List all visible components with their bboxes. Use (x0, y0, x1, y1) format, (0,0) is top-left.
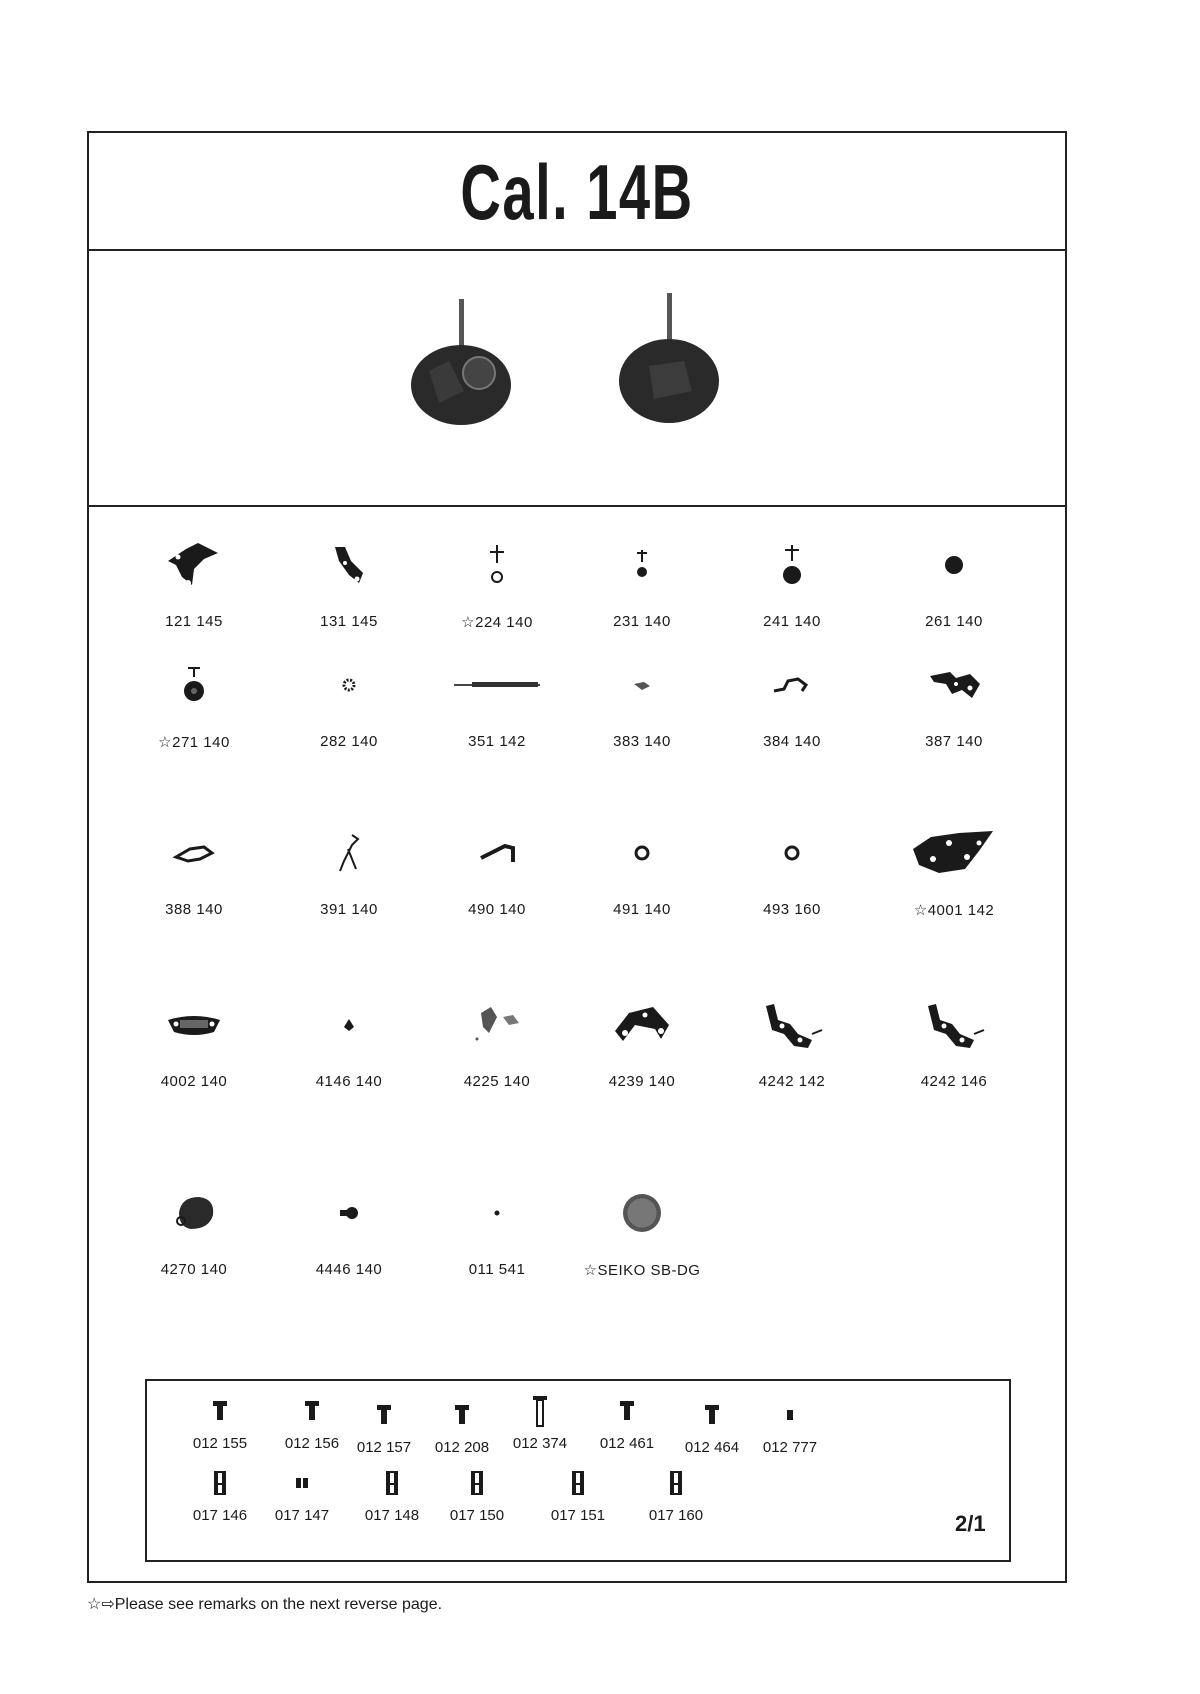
part-code-text: 4239 140 (608, 1073, 676, 1090)
small-parts-icon (422, 985, 572, 1065)
coil-icon (119, 985, 269, 1065)
jewel-icon (274, 985, 424, 1065)
star-marker: ☆ (583, 1262, 598, 1279)
screw-item (347, 1463, 437, 1533)
page-number: 2/1 (955, 1511, 986, 1536)
part-item (274, 1173, 424, 1293)
part-code (879, 1073, 1029, 1090)
part-code (567, 1261, 717, 1279)
tiny-gear-icon (274, 645, 424, 725)
part-code (879, 613, 1029, 630)
small-spring-icon (567, 645, 717, 725)
screw-item (495, 1391, 585, 1461)
stem-icon (422, 645, 572, 725)
part-code-text: 4446 140 (315, 1261, 383, 1278)
part-code-text: 271 140 (172, 734, 230, 751)
screw-code: 017 160 (648, 1507, 704, 1524)
title-row (89, 133, 1065, 251)
parts-sheet (87, 131, 1067, 1583)
part-item (567, 645, 717, 765)
lever-icon (422, 813, 572, 893)
screw-icon (417, 1395, 507, 1435)
part-item (717, 985, 867, 1105)
part-code (879, 733, 1029, 750)
part-item (422, 525, 572, 645)
footnote: ☆⇨Please see remarks on the next reverse page. (87, 1596, 443, 1613)
part-item (567, 525, 717, 645)
screw-icon (667, 1395, 757, 1435)
part-code (274, 901, 424, 918)
part-code-text: 4225 140 (463, 1073, 531, 1090)
screw-code: 012 155 (192, 1435, 248, 1452)
part-code (274, 733, 424, 750)
part-code (422, 613, 572, 631)
part-code-text: 387 140 (925, 733, 983, 750)
circuit-block-icon (879, 813, 1029, 893)
screw-item (417, 1395, 507, 1465)
part-code-text: 490 140 (468, 901, 526, 918)
part-code-text: 4242 146 (920, 1073, 988, 1090)
tube-icon (175, 1463, 265, 1503)
screw-box (145, 1379, 1011, 1562)
screw-icon (339, 1395, 429, 1435)
part-item (567, 985, 717, 1105)
part-code-text: 391 140 (320, 901, 378, 918)
part-item (422, 1173, 572, 1293)
lever-part-icon (274, 525, 424, 605)
screw-item (533, 1463, 623, 1533)
part-code (119, 1073, 269, 1090)
movement-front-image (409, 291, 519, 431)
screw-icon (582, 1391, 672, 1431)
bushing-icon (274, 1173, 424, 1253)
part-code-text: 131 145 (320, 613, 378, 630)
part-code-text: 282 140 (320, 733, 378, 750)
part-code-text: 261 140 (925, 613, 983, 630)
tube-icon (347, 1463, 437, 1503)
small-screw-icon (745, 1395, 835, 1435)
screw-code: 017 146 (192, 1507, 248, 1524)
part-code-text: 493 160 (763, 901, 821, 918)
movement-back-image (614, 291, 724, 431)
bridge-part-icon (879, 645, 1029, 725)
part-code-text: 4002 140 (160, 1073, 228, 1090)
part-item (717, 813, 867, 933)
gear-icon (119, 645, 269, 725)
frame-part-icon (879, 985, 1029, 1065)
part-code-text: 388 140 (165, 901, 223, 918)
part-code (567, 901, 717, 918)
small-wheel-icon (567, 525, 717, 605)
frame-part-icon (717, 985, 867, 1065)
screw-code: 012 777 (762, 1439, 818, 1456)
part-code-text: 241 140 (763, 613, 821, 630)
part-code (274, 1261, 424, 1278)
part-code-text: 4242 142 (758, 1073, 826, 1090)
part-code (717, 613, 867, 630)
part-item (119, 813, 269, 933)
part-item (717, 525, 867, 645)
screw-item (175, 1391, 265, 1461)
screw-item (175, 1463, 265, 1533)
screw-code: 012 461 (599, 1435, 655, 1452)
screw-item (432, 1463, 522, 1533)
part-code-text: 224 140 (475, 614, 533, 631)
part-item (879, 985, 1029, 1105)
screw-code: 012 156 (284, 1435, 340, 1452)
part-code-text: 351 142 (468, 733, 526, 750)
screw-icon (175, 1391, 265, 1431)
battery-icon (567, 1173, 717, 1253)
part-code (274, 613, 424, 630)
part-item (422, 645, 572, 765)
part-code (879, 901, 1029, 919)
part-code (422, 1073, 572, 1090)
part-item (567, 1173, 717, 1293)
long-screw-icon (495, 1391, 585, 1431)
part-code-text: 491 140 (613, 901, 671, 918)
screw-code: 017 151 (550, 1507, 606, 1524)
part-code-text: 011 541 (468, 1261, 526, 1278)
part-code (274, 1073, 424, 1090)
screw-code: 012 464 (684, 1439, 740, 1456)
part-code (567, 613, 717, 630)
star-marker: ☆ (158, 734, 173, 751)
part-item (274, 813, 424, 933)
screw-code: 012 374 (512, 1435, 568, 1452)
part-code (119, 901, 269, 918)
movement-photo-row (89, 251, 1065, 507)
wire-spring-icon (274, 813, 424, 893)
part-item (422, 985, 572, 1105)
screw-code: 017 147 (274, 1507, 330, 1524)
part-code (567, 733, 717, 750)
screw-item (667, 1395, 757, 1465)
wheel-icon (717, 525, 867, 605)
part-item (119, 985, 269, 1105)
part-item (274, 525, 424, 645)
part-code-text: 231 140 (613, 613, 671, 630)
tube-icon (631, 1463, 721, 1503)
screw-item (339, 1395, 429, 1465)
tube-icon (432, 1463, 522, 1503)
screw-code: 017 148 (364, 1507, 420, 1524)
star-marker: ☆ (913, 902, 928, 919)
part-item (879, 813, 1029, 933)
clip-spring-icon (119, 813, 269, 893)
part-item (717, 645, 867, 765)
part-code (119, 733, 269, 751)
part-code-text: 384 140 (763, 733, 821, 750)
part-item (274, 645, 424, 765)
screw-code: 012 157 (356, 1439, 412, 1456)
small-tube-icon (257, 1463, 347, 1503)
tube-icon (533, 1463, 623, 1503)
part-code-text: 4146 140 (315, 1073, 383, 1090)
screw-item (257, 1463, 347, 1533)
bridge-icon (567, 985, 717, 1065)
part-item (879, 645, 1029, 765)
dot-icon (422, 1173, 572, 1253)
part-code-text: 121 145 (165, 613, 223, 630)
page-title: Cal. 14B (460, 148, 694, 236)
part-code-text: SEIKO SB-DG (597, 1262, 701, 1279)
pinion-wheel-icon (422, 525, 572, 605)
part-item (567, 813, 717, 933)
part-code (119, 613, 269, 630)
part-code (717, 1073, 867, 1090)
part-item (119, 1173, 269, 1293)
plate-part-icon (119, 525, 269, 605)
part-code-text: 383 140 (613, 733, 671, 750)
part-item (119, 645, 269, 765)
part-code (567, 1073, 717, 1090)
part-code-text: 4270 140 (160, 1261, 228, 1278)
ring-icon (717, 813, 867, 893)
part-item (422, 813, 572, 933)
part-item (274, 985, 424, 1105)
part-item (119, 525, 269, 645)
part-code (717, 733, 867, 750)
screw-item (582, 1391, 672, 1461)
star-marker: ☆ (461, 614, 476, 631)
part-code (422, 901, 572, 918)
part-code (717, 901, 867, 918)
rotor-icon (119, 1173, 269, 1253)
part-code-text: 4001 142 (927, 902, 995, 919)
disc-icon (879, 525, 1029, 605)
screw-code: 012 208 (434, 1439, 490, 1456)
ring-icon (567, 813, 717, 893)
part-code (119, 1261, 269, 1278)
spring-icon (717, 645, 867, 725)
screw-item (745, 1395, 835, 1465)
part-code (422, 1261, 572, 1278)
screw-item (631, 1463, 721, 1533)
part-item (879, 525, 1029, 645)
part-code (422, 733, 572, 750)
screw-code: 017 150 (449, 1507, 505, 1524)
